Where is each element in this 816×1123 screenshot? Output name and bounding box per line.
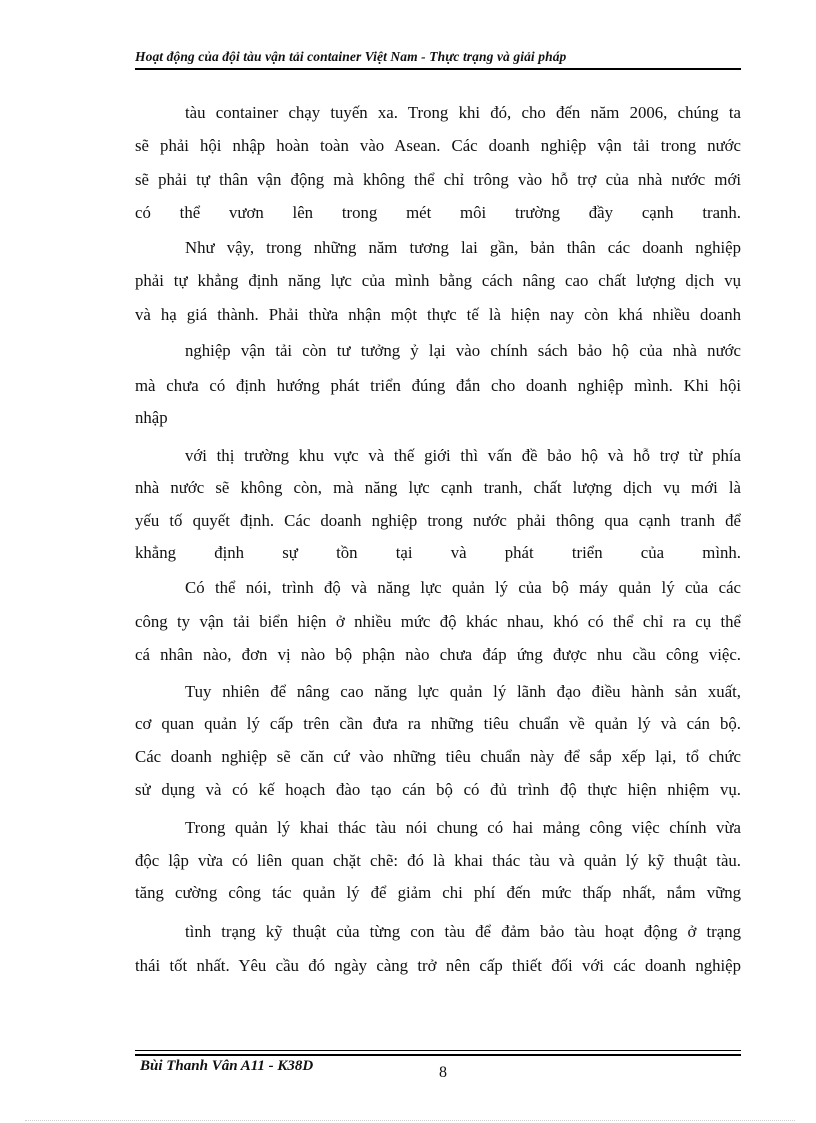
text-line: sẽ phải tự thân vận động mà không thể chỉ trông vào hỗ trợ của nhà nước mới bbox=[135, 170, 741, 189]
text-line: với thị trường khu vực và thế giới thì vấn đề bảo hộ và hỗ trợ từ phía bbox=[185, 446, 741, 465]
text-line: Có thể nói, trình độ và năng lực quản lý của bộ máy quản lý của các bbox=[185, 578, 741, 597]
text-line: mà chưa có định hướng phát triển đúng đắn cho doanh nghiệp mình. Khi hội bbox=[135, 376, 741, 395]
text-line: sẽ phải hội nhập hoàn toàn vào Asean. Các doanh nghiệp vận tải trong nước bbox=[135, 136, 741, 155]
page-bottom-edge bbox=[25, 1120, 795, 1121]
text-line: nhập bbox=[135, 408, 168, 427]
text-line: độc lập vừa có liên quan chặt chẽ: đó là khai thác tàu và quản lý kỹ thuật tàu. bbox=[135, 851, 741, 870]
text-line: tăng cường công tác quản lý để giảm chi phí đến mức thấp nhất, nắm vững bbox=[135, 883, 741, 902]
text-line: Như vậy, trong những năm tương lai gần, bản thân các doanh nghiệp bbox=[185, 238, 741, 257]
text-line: và hạ giá thành. Phải thừa nhận một thực tế là hiện nay còn khá nhiều doanh bbox=[135, 305, 741, 324]
text-line: cơ quan quản lý cấp trên cần đưa ra những tiêu chuẩn về quản lý và cán bộ. bbox=[135, 714, 741, 733]
text-line: Các doanh nghiệp sẽ căn cứ vào những tiêu chuẩn này để sắp xếp lại, tổ chức bbox=[135, 747, 741, 766]
text-line: sử dụng và có kế hoạch đào tạo cán bộ có đủ trình độ thực hiện nhiệm vụ. bbox=[135, 780, 741, 799]
text-line: nghiệp vận tải còn tư tưởng ỷ lại vào chính sách bảo hộ của nhà nước bbox=[185, 341, 741, 360]
text-line: thái tốt nhất. Yêu cầu đó ngày càng trở nên cấp thiết đối với các doanh nghiệp bbox=[135, 956, 741, 975]
text-line: khẳng định sự tồn tại và phát triển của mình. bbox=[135, 543, 741, 562]
text-line: tình trạng kỹ thuật của từng con tàu để đảm bảo tàu hoạt động ở trạng bbox=[185, 922, 741, 941]
text-line: công ty vận tải biển hiện ở nhiều mức độ khác nhau, khó có thể chỉ ra cụ thể bbox=[135, 612, 741, 631]
text-line: phải tự khẳng định năng lực của mình bằng cách nâng cao chất lượng dịch vụ bbox=[135, 271, 741, 290]
footer-rule-thick bbox=[135, 1054, 741, 1056]
text-line: Trong quản lý khai thác tàu nói chung có hai mảng công việc chính vừa bbox=[185, 818, 741, 837]
footer-author: Bùi Thanh Vân A11 - K38D bbox=[140, 1058, 314, 1074]
text-line: có thể vươn lên trong mét môi trường đầy cạnh tranh. bbox=[135, 203, 741, 222]
page-header bbox=[135, 48, 741, 66]
page-number: 8 bbox=[439, 1064, 447, 1081]
header-title: Hoạt động của đội tàu vận tải container Việt Nam - Thực trạng và giải pháp bbox=[135, 49, 567, 64]
text-line: Tuy nhiên để nâng cao năng lực quản lý lãnh đạo điều hành sản xuất, bbox=[185, 682, 741, 701]
header-rule bbox=[135, 68, 741, 70]
text-line: yếu tố quyết định. Các doanh nghiệp trong nước phải thông qua cạnh tranh để bbox=[135, 511, 741, 530]
text-line: tàu container chạy tuyến xa. Trong khi đó, cho đến năm 2006, chúng ta bbox=[185, 103, 741, 122]
text-line: cá nhân nào, đơn vị nào bộ phận nào chưa đáp ứng được nhu cầu công việc. bbox=[135, 645, 741, 664]
footer-rule-thin bbox=[135, 1050, 741, 1051]
text-line: nhà nước sẽ không còn, mà năng lực cạnh tranh, chất lượng dịch vụ mới là bbox=[135, 478, 741, 497]
